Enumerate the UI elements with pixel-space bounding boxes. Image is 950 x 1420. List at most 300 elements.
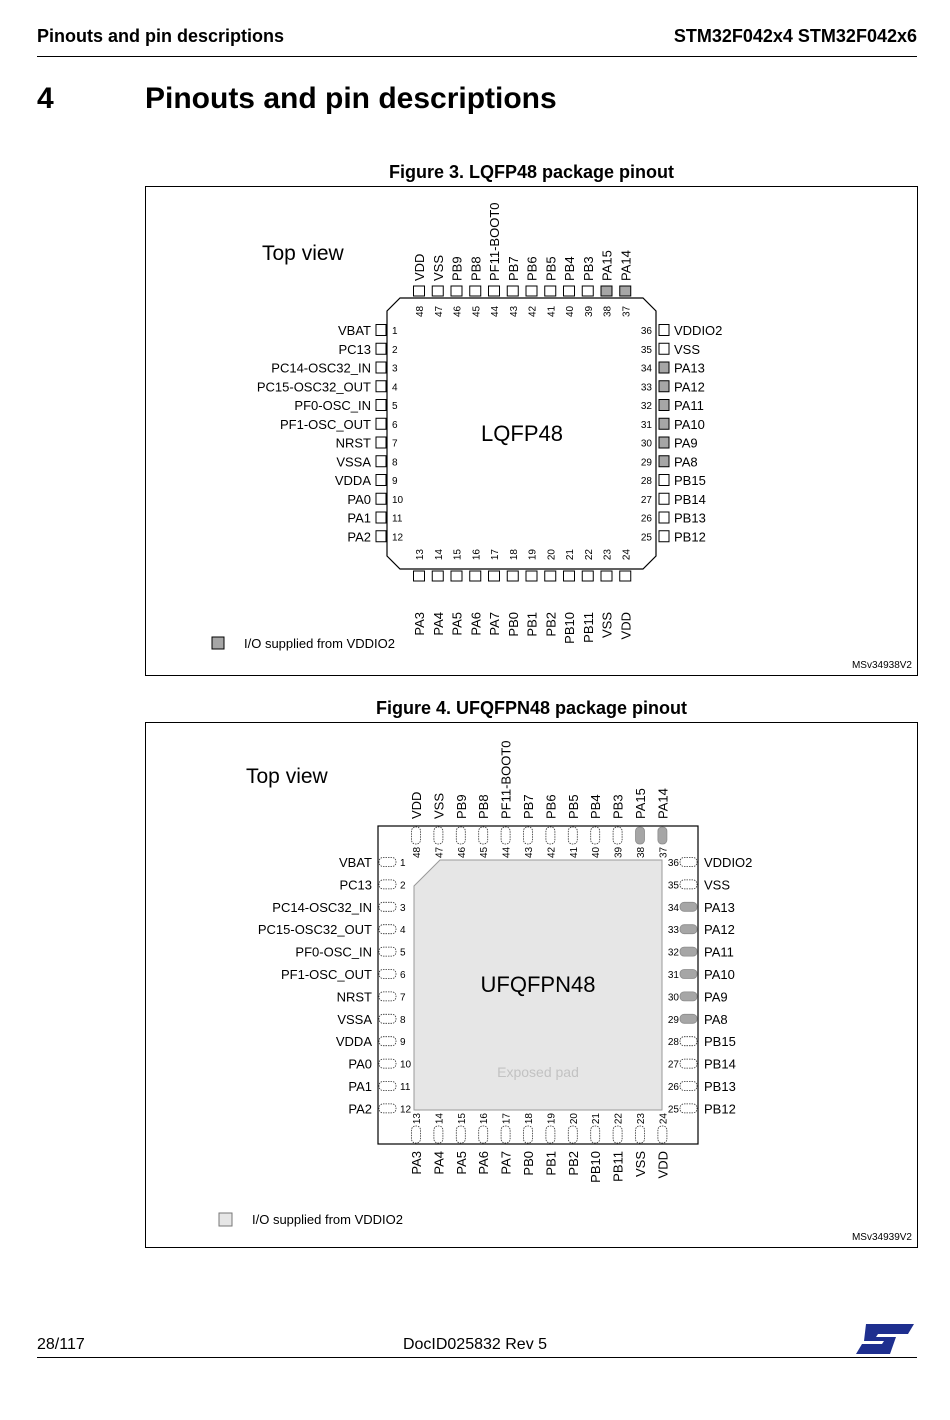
pin-name: PA0 [348, 1056, 372, 1072]
pin-pad [545, 286, 556, 296]
pin-name: PB3 [580, 256, 596, 281]
pin-name: PA0 [347, 491, 371, 507]
pin-number: 18 [508, 549, 520, 561]
pin-name: PB7 [505, 256, 521, 281]
top-view-label: Top view [246, 765, 328, 788]
pin-number: 10 [400, 1059, 412, 1071]
figure-4-ufqfpn48 [145, 722, 918, 1248]
legend-swatch [219, 1213, 232, 1226]
pin-name: PA12 [674, 379, 705, 395]
pin-pad [613, 827, 622, 844]
header-rule [37, 56, 917, 57]
pin-pad [379, 1059, 396, 1068]
pin-pad [582, 286, 593, 296]
pin-name: PF11-BOOT0 [498, 740, 514, 819]
pin-number: 33 [640, 382, 652, 394]
pin-name: PA11 [674, 398, 704, 413]
pin-pad [379, 902, 396, 911]
pin-name: PC13 [339, 877, 372, 893]
pin-name: PB7 [521, 794, 536, 819]
pin-number: 48 [415, 305, 426, 317]
pin-number: 15 [452, 549, 464, 561]
pin-name: PB3 [610, 794, 626, 819]
pin-number: 21 [565, 549, 576, 561]
pin-name: VSS [704, 877, 731, 893]
figure-3-caption: Figure 3. LQFP48 package pinout [388, 162, 675, 182]
pin-number: 12 [400, 1104, 412, 1116]
pin-name: PB6 [524, 256, 540, 281]
pin-pad [376, 437, 386, 448]
top-view-label: Top view [262, 242, 344, 265]
pin-number: 27 [667, 1059, 679, 1071]
pin-number: 10 [392, 494, 404, 506]
pin-pad [379, 992, 396, 1001]
pin-name: VDDA [335, 1034, 372, 1050]
pin-number: 13 [415, 549, 426, 561]
pin-number: 19 [527, 549, 539, 561]
pin-number: 26 [640, 513, 652, 525]
ufqfpn48-pinout-diagram [146, 723, 917, 1247]
pin-name: PB11 [610, 1151, 626, 1182]
pin-number: 22 [583, 549, 595, 561]
figure-ref-code: MSv34939V2 [851, 1232, 912, 1243]
pin-pad [376, 381, 386, 392]
pin-number: 39 [583, 305, 595, 317]
pin-number: 35 [667, 880, 679, 892]
pin-pad [379, 970, 396, 979]
pin-name: VSS [633, 1151, 648, 1178]
pin-name: PB8 [476, 794, 492, 819]
pin-number: 37 [621, 305, 633, 317]
pin-pad [659, 325, 669, 336]
pin-pad [636, 827, 645, 844]
pin-name: VDD [618, 612, 634, 640]
pin-pad [613, 1126, 622, 1143]
figure-3-lqfp48 [145, 186, 918, 676]
pin-name: PA7 [487, 612, 502, 636]
pin-pad [501, 827, 510, 844]
pin-pad [546, 827, 555, 844]
pin-name: PC14-OSC32_IN [271, 360, 371, 376]
pin-number: 20 [568, 1113, 580, 1125]
pin-name: PA4 [431, 1151, 447, 1175]
exposed-pad-label: Exposed pad [497, 1064, 579, 1080]
pin-number: 43 [508, 305, 520, 317]
pin-pad [376, 418, 386, 429]
pin-number: 44 [501, 846, 513, 858]
pin-name: PA11 [704, 944, 734, 960]
pin-pad [659, 531, 669, 542]
pin-name: PB12 [674, 529, 706, 545]
pin-name: PA5 [453, 1151, 469, 1175]
pin-pad [620, 571, 631, 581]
pin-pad [526, 286, 537, 296]
pin-pad [659, 381, 669, 392]
pin-number: 30 [640, 438, 652, 450]
footer-page-number: 28/117 [37, 1336, 85, 1353]
pin-pad [680, 970, 697, 979]
pin-pad [470, 571, 481, 581]
pin-name: PB4 [562, 256, 577, 281]
pin-number: 24 [658, 1113, 670, 1125]
pin-pad [451, 571, 462, 581]
pin-name: PA6 [468, 612, 484, 636]
pin-name: VBAT [339, 855, 372, 870]
pin-number: 24 [621, 549, 633, 561]
pin-pad [376, 493, 386, 504]
pin-number: 5 [392, 401, 398, 412]
pin-number: 28 [667, 1037, 679, 1049]
pin-pad [680, 1037, 697, 1046]
pin-number: 23 [602, 549, 614, 561]
pin-name: PA6 [476, 1151, 492, 1175]
pin-pad [564, 571, 575, 581]
pin-pad [659, 456, 669, 467]
pin-number: 46 [456, 846, 468, 858]
pin-name: PA5 [449, 612, 465, 636]
pin-name: PB11 [580, 612, 596, 643]
pin-name: PA14 [655, 788, 671, 819]
pin-name: PA9 [674, 435, 698, 451]
pin-number: 32 [667, 947, 679, 959]
pin-pad [564, 286, 575, 296]
pin-name: VDD [409, 791, 424, 819]
pin-number: 31 [640, 419, 652, 431]
pin-number: 20 [546, 549, 558, 561]
pin-number: 6 [400, 970, 406, 981]
pin-name: PB10 [562, 612, 577, 644]
pin-name: PB10 [588, 1151, 604, 1183]
pin-name: PA8 [674, 454, 698, 470]
pin-pad [489, 286, 500, 296]
pin-number: 18 [524, 1113, 535, 1125]
pin-pad [526, 571, 537, 581]
pin-number: 47 [434, 846, 446, 858]
pin-name: PB2 [543, 612, 559, 637]
pin-number: 9 [392, 476, 398, 487]
pin-pad [379, 858, 396, 867]
pin-name: VSS [430, 254, 446, 281]
pin-number: 34 [667, 902, 679, 914]
pin-pad [659, 512, 669, 523]
pin-number: 8 [400, 1014, 406, 1026]
pin-name: PA2 [347, 529, 371, 545]
pin-number: 28 [640, 476, 652, 487]
pin-number: 38 [636, 846, 647, 858]
pin-pad [568, 827, 577, 844]
pin-pad [568, 1126, 577, 1143]
pin-number: 25 [667, 1104, 679, 1116]
pin-number: 33 [667, 925, 679, 937]
pin-name: PB2 [565, 1151, 581, 1176]
legend-swatch [212, 637, 224, 649]
pin-number: 25 [640, 532, 652, 544]
pin-name: PA2 [348, 1101, 372, 1117]
pin-name: PA1 [347, 510, 371, 526]
figure-ref-code: MSv34938V2 [851, 660, 912, 671]
pin-number: 27 [640, 494, 652, 506]
pin-name: PA10 [704, 967, 735, 982]
st-logo [856, 1322, 914, 1361]
pin-number: 7 [400, 992, 406, 1004]
figure-4-caption: Figure 4. UFQFPN48 package pinout [375, 698, 688, 718]
pin-number: 1 [392, 326, 398, 337]
pin-number: 17 [490, 549, 501, 561]
section-title: Pinouts and pin descriptions [145, 82, 557, 115]
pin-number: 13 [412, 1113, 423, 1125]
pin-pad [680, 858, 697, 867]
pin-number: 6 [392, 419, 398, 431]
pin-name: PB13 [704, 1079, 736, 1094]
pin-number: 11 [392, 513, 403, 525]
pin-name: PF1-OSC_OUT [280, 967, 372, 982]
pin-pad [601, 286, 612, 296]
pin-pad [456, 827, 465, 844]
pin-name: PB8 [468, 256, 484, 281]
pin-name: VDDA [334, 473, 371, 488]
pin-number: 44 [490, 305, 501, 317]
pin-name: PA15 [599, 250, 615, 281]
pin-name: PB15 [674, 473, 706, 488]
pin-name: PB9 [449, 256, 465, 281]
pin-name: PC15-OSC32_OUT [257, 922, 372, 938]
legend-text: I/O supplied from VDDIO2 [244, 636, 395, 651]
pin-pad [680, 1059, 697, 1068]
pin-pad [659, 475, 669, 486]
pin-number: 4 [400, 925, 406, 937]
pin-pad [680, 1082, 697, 1091]
pin-name: NRST [336, 989, 372, 1005]
pin-number: 36 [667, 858, 679, 869]
pin-name: PA14 [618, 250, 634, 281]
pin-name: PA13 [704, 899, 735, 915]
pin-pad [489, 571, 500, 581]
pin-pad [434, 827, 443, 844]
pin-number: 21 [591, 1113, 603, 1125]
pin-name: VSSA [337, 1011, 372, 1027]
pin-number: 34 [640, 363, 652, 375]
pin-pad [432, 286, 443, 296]
pin-pad [376, 362, 386, 373]
pin-name: NRST [335, 435, 371, 451]
pin-number: 41 [568, 846, 580, 858]
pin-name: PB9 [453, 794, 469, 819]
footer-rule [37, 1357, 917, 1358]
pin-number: 5 [400, 947, 406, 959]
pin-name: PB1 [543, 1151, 559, 1176]
pin-name: PB0 [521, 1151, 536, 1176]
pin-name: PC13 [338, 341, 371, 357]
pin-number: 42 [527, 305, 539, 317]
pin-name: PB4 [588, 794, 604, 819]
pin-name: PB5 [565, 794, 581, 819]
pin-number: 40 [591, 846, 603, 858]
pin-name: PB6 [543, 794, 559, 819]
pin-pad [507, 286, 518, 296]
pin-number: 3 [392, 363, 398, 375]
pin-name: PA15 [633, 788, 648, 819]
pin-number: 7 [392, 438, 398, 450]
pin-pad [659, 400, 669, 411]
pin-pad [658, 827, 667, 844]
pin-pad [456, 1126, 465, 1143]
pin-pad [376, 512, 386, 523]
pin-number: 37 [658, 846, 670, 858]
pin-number: 29 [640, 457, 652, 469]
pin-number: 3 [400, 902, 406, 914]
pin-number: 9 [400, 1037, 406, 1049]
pin-number: 41 [546, 305, 558, 317]
section-number: 4 [37, 82, 54, 115]
pin-name: PA3 [409, 1151, 424, 1175]
pin-number: 22 [613, 1113, 625, 1125]
header-part-numbers: STM32F042x4 STM32F042x6 [673, 26, 917, 46]
pin-number: 32 [640, 401, 652, 412]
pin-name: VDD [412, 253, 427, 281]
pin-pad [376, 343, 386, 354]
pin-name: PF11-BOOT0 [487, 202, 502, 281]
pin-number: 17 [501, 1113, 513, 1125]
pin-pad [591, 1126, 600, 1143]
pin-pad [379, 1037, 396, 1046]
pin-name: PB0 [505, 612, 521, 637]
pin-pad [680, 947, 697, 956]
pin-number: 48 [412, 846, 423, 858]
pin-number: 40 [565, 305, 576, 317]
pin-name: PA12 [704, 922, 735, 938]
pin-pad [680, 1014, 697, 1023]
pin-name: PB5 [543, 256, 559, 281]
pin-number: 8 [392, 457, 398, 469]
pin-pad [432, 571, 443, 581]
pin-pad [414, 571, 425, 581]
pin-number: 35 [640, 344, 652, 356]
pin-pad [659, 493, 669, 504]
pin-pad [379, 880, 396, 889]
pin-number: 31 [667, 970, 679, 981]
pin-name: PF0-OSC_IN [295, 944, 372, 960]
pin-number: 11 [400, 1082, 411, 1093]
pin-name: PA10 [674, 416, 705, 432]
pin-pad [479, 827, 488, 844]
pin-pad [376, 400, 386, 411]
pin-pad [412, 1126, 421, 1143]
pin-number: 12 [392, 532, 404, 544]
pin-number: 26 [667, 1082, 679, 1093]
pin-pad [680, 1104, 697, 1113]
pin-name: VBAT [338, 323, 371, 338]
pin-name: PB14 [674, 491, 706, 507]
pin-pad [376, 531, 386, 542]
pin-pad [659, 362, 669, 373]
pin-pad [658, 1126, 667, 1143]
pin-name: PA1 [348, 1079, 372, 1094]
pin-pad [524, 827, 533, 844]
pin-number: 39 [613, 846, 625, 858]
pin-number: 15 [456, 1113, 468, 1125]
pin-number: 16 [479, 1113, 491, 1125]
pin-name: PA8 [704, 1011, 728, 1027]
pin-number: 47 [433, 305, 445, 317]
pin-name: PF1-OSC_OUT [279, 416, 371, 432]
pin-pad [680, 880, 697, 889]
pin-number: 16 [471, 549, 483, 561]
pin-name: VSS [674, 341, 701, 357]
pin-name: PA3 [412, 612, 427, 636]
pin-name: PB13 [674, 510, 706, 526]
pin-pad [601, 571, 612, 581]
pin-pad [379, 1014, 396, 1023]
pin-name: PF0-OSC_IN [294, 398, 371, 413]
pin-name: PA13 [674, 360, 705, 376]
pin-pad [376, 475, 386, 486]
pin-number: 45 [479, 846, 491, 858]
pin-name: PB12 [704, 1101, 736, 1117]
pin-number: 19 [546, 1113, 558, 1125]
pin-number: 23 [636, 1113, 647, 1125]
pin-name: PC14-OSC32_IN [272, 899, 372, 915]
pin-pad [414, 286, 425, 296]
pin-number: 2 [400, 880, 406, 892]
pin-pad [680, 925, 697, 934]
pin-pad [659, 437, 669, 448]
pin-pad [591, 827, 600, 844]
pin-number: 36 [640, 326, 652, 337]
pin-pad [546, 1126, 555, 1143]
pin-pad [659, 343, 669, 354]
pin-pad [524, 1126, 533, 1143]
pin-pad [412, 827, 421, 844]
pin-number: 45 [471, 305, 483, 317]
pin-name: VDDIO2 [704, 855, 753, 870]
pin-name: VDD [655, 1151, 671, 1179]
pin-pad [379, 1082, 396, 1091]
pin-pad [376, 456, 386, 467]
pin-pad [501, 1126, 510, 1143]
pin-name: PA7 [498, 1151, 514, 1175]
legend-text: I/O supplied from VDDIO2 [252, 1212, 403, 1227]
pin-name: PC15-OSC32_OUT [256, 379, 371, 395]
pin-number: 42 [546, 846, 558, 858]
pin-pad [545, 571, 556, 581]
pin-number: 43 [524, 846, 535, 858]
pin-pad [379, 925, 396, 934]
pin-number: 30 [667, 992, 679, 1004]
pin-name: PA4 [430, 612, 446, 636]
pin-pad [479, 1126, 488, 1143]
header-section-name: Pinouts and pin descriptions [37, 26, 285, 46]
pin-pad [379, 947, 396, 956]
pin-name: VDDIO2 [674, 323, 723, 338]
pin-pad [680, 902, 697, 911]
pin-number: 38 [602, 305, 614, 317]
pin-pad [379, 1104, 396, 1113]
pin-name: PB14 [704, 1056, 736, 1072]
pin-number: 14 [433, 549, 445, 561]
pin-name: PB15 [704, 1034, 736, 1050]
pin-pad [376, 325, 386, 336]
pin-name: VSSA [336, 454, 371, 470]
pin-pad [680, 992, 697, 1001]
pin-name: VSS [599, 612, 615, 639]
footer-doc-id: DocID025832 Rev 5 [402, 1336, 548, 1353]
pin-name: VSS [431, 792, 447, 819]
lqfp48-pinout-diagram [146, 187, 917, 675]
pin-pad [507, 571, 518, 581]
pin-pad [582, 571, 593, 581]
pin-number: 4 [392, 382, 398, 394]
package-label: LQFP48 [481, 421, 563, 446]
